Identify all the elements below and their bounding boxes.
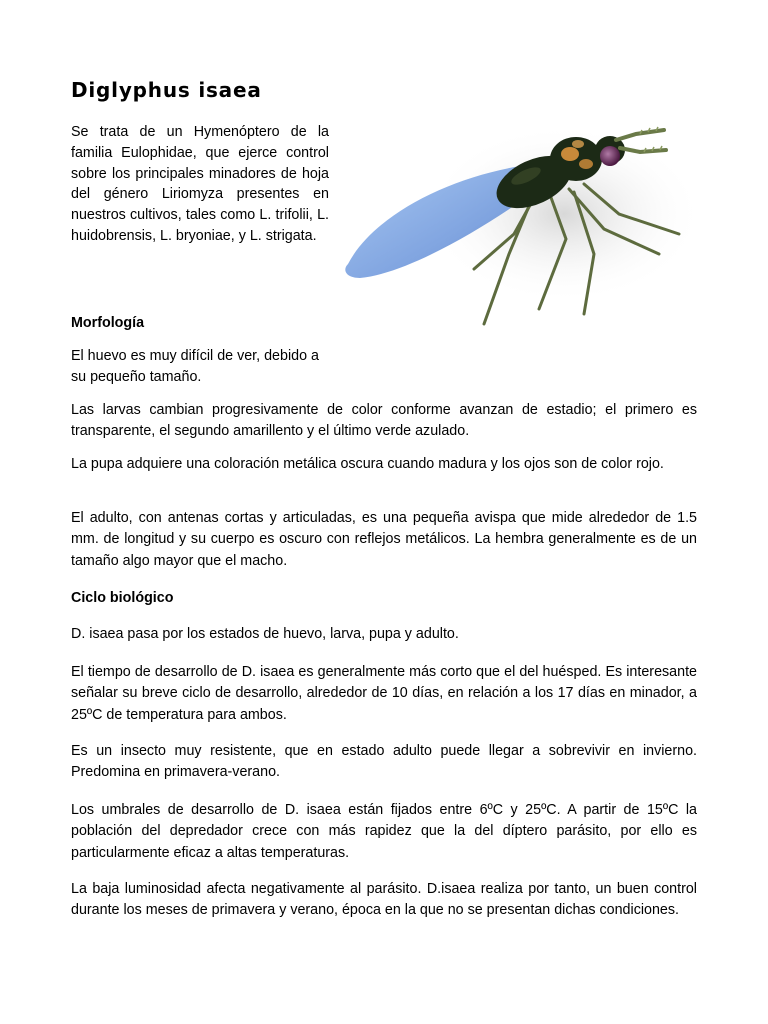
morphology-paragraph: El adulto, con antenas cortas y articuladas, es una pequeña avispa que mide alrededor de 1.5 mm. de longitud y su cuerpo es oscuro con reflejos metálicos. La hembra generalmente es de un tamaño algo mayor que el macho.: [71, 510, 697, 569]
morphology-paragraph: La pupa adquiere una coloración metálica oscura cuando madura y los ojos son de color rojo.: [71, 456, 664, 472]
life-cycle-paragraph: La baja luminosidad afecta negativamente al parásito. D.isaea realiza por tanto, un buen control durante los meses de primavera y verano, época en la que no se presentan dichas condiciones.: [71, 881, 697, 919]
wasp-icon: [334, 64, 706, 364]
life-cycle-paragraph: El tiempo de desarrollo de D. isaea es generalmente más corto que el del huésped. Es interesante señalar su breve ciclo de desarrollo, alrededor de 10 días, en relación a los 17 días en minador, a 25ºC de temperatura para ambos.: [71, 664, 697, 723]
life-cycle-paragraph: D. isaea pasa por los estados de huevo, larva, pupa y adulto.: [71, 626, 459, 642]
life-cycle-paragraph: Es un insecto muy resistente, que en estado adulto puede llegar a sobrevivir en invierno. Predomina en primavera-verano.: [71, 743, 697, 781]
eye-shape: [600, 146, 620, 166]
morphology-paragraph: Las larvas cambian progresivamente de color conforme avanzan de estadio; el primero es transparente, el segundo amarillento y el último verde azulado.: [71, 402, 697, 440]
life-cycle-paragraph: Los umbrales de desarrollo de D. isaea están fijados entre 6ºC y 25ºC. A partir de 15ºC la población del depredador crece con más rapidez que la del díptero parásito, por ello es particularmente eficaz a altas temperaturas.: [71, 802, 697, 861]
morphology-heading: Morfología: [71, 315, 145, 331]
life-cycle-heading: Ciclo biológico: [71, 590, 174, 606]
document-title: Diglyphus isaea: [71, 78, 262, 102]
intro-paragraph: Se trata de un Hymenóptero de la familia Eulophidae, que ejerce control sobre los principales minadores de hoja del género Liriomyza presentes en nuestros cultivos, tales como L. trifolii, L. huidobrensis, L. bryoniae, y L. strigata.: [71, 124, 329, 244]
morphology-paragraph: El huevo es muy difícil de ver, debido a su pequeño tamaño.: [71, 348, 319, 386]
